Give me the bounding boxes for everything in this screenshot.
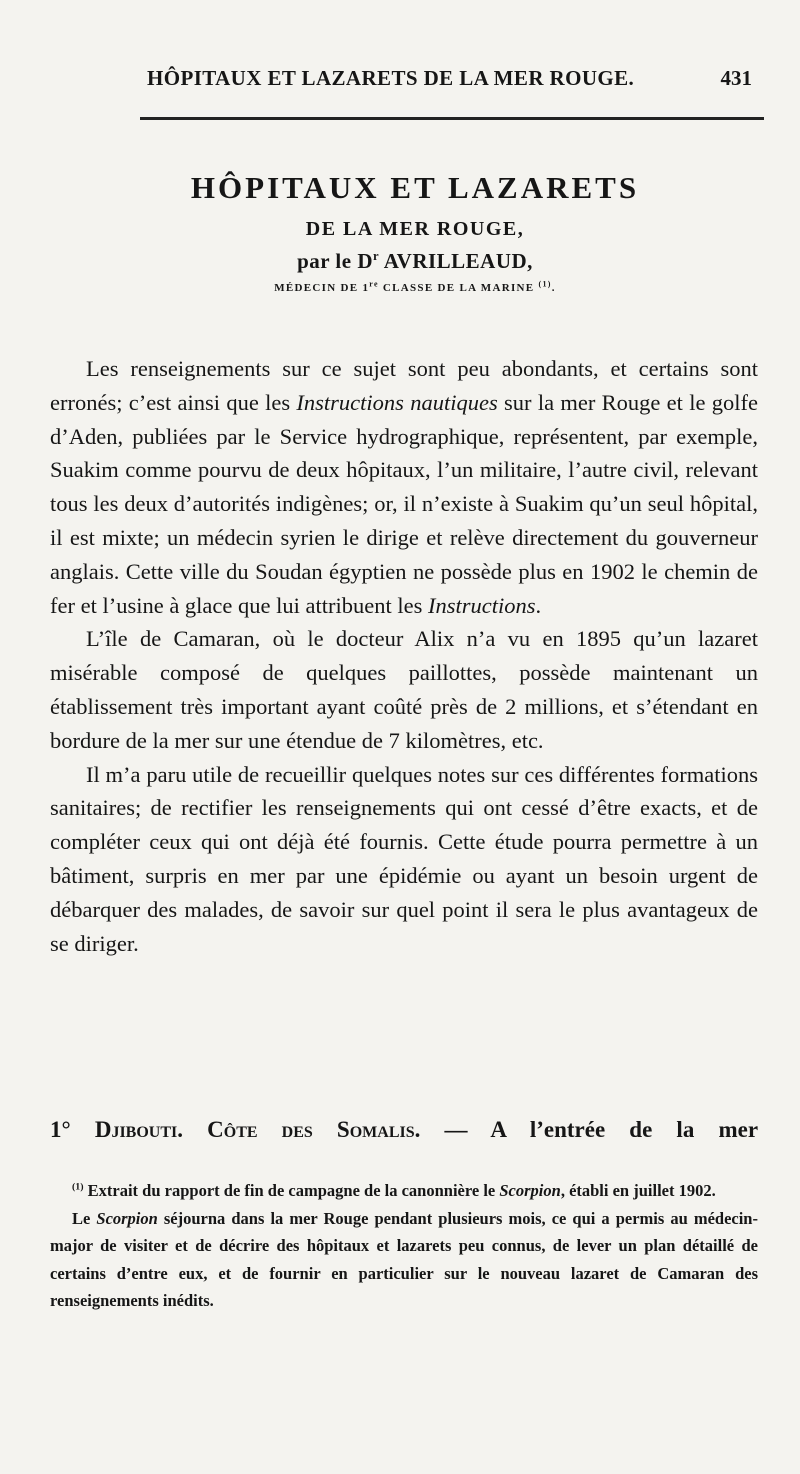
article-subtitle: DE LA MER ROUGE, <box>305 218 525 240</box>
footnote-2-italic: Scorpion <box>96 1208 158 1228</box>
running-title: HÔPITAUX ET LAZARETS DE LA MER ROUGE. <box>147 66 635 90</box>
paragraph-2: L’île de Camaran, où le docteur Alix n’a vu en 1895 qu’un lazaret misérable composé de quelques paillottes, possède maintenant un établissement très important ayant coûté près de 2 millions, et s’étendant en bordure de la mer sur une étendue de 7 kilomètres, etc. <box>50 626 758 753</box>
page-header <box>0 66 800 96</box>
role-end: . <box>551 282 556 294</box>
role-prefix: MÉDECIN DE 1 <box>274 282 370 294</box>
article-title: HÔPITAUX ET LAZARETS <box>190 170 640 205</box>
footnote-2 <box>50 1205 758 1315</box>
footnote-1-text-b: , établi en juillet 1902. <box>560 1181 716 1200</box>
author-prefix-sup: r <box>373 249 380 263</box>
author-prefix: par le D <box>297 249 374 273</box>
footnote-1-italic: Scorpion <box>499 1181 561 1200</box>
section-text: A l’entrée de la mer <box>490 1117 759 1142</box>
section-place-2: Côte des Somalis. <box>207 1117 421 1142</box>
body-text <box>50 352 758 960</box>
footnote-1 <box>50 1177 758 1205</box>
role-sup: re <box>369 279 379 289</box>
footnote-1-mark: (1) <box>72 1181 84 1193</box>
section-place-1: Djibouti. <box>94 1117 184 1142</box>
header-rule <box>140 117 764 120</box>
paragraph-1 <box>50 352 758 622</box>
p1-text-b: sur la mer Rouge et le golfe d’Aden, publiées par le Service hydrographique, représentent, par exemple, Suakim comme pourvu de deux hôpitaux, l’un militaire, l’autre civil, relevant tous les deux d’autorités indigènes; or, il n’existe à Suakim qu’un seul hôpital, il est mixte; un médecin syrien le dirige et relève directement du gouverneur anglais. Cette ville du Soudan égyptien ne possède plus en 1902 le chemin de fer et l’usine à glace que lui attribuent les <box>50 389 758 618</box>
author-name: AVRILLEAUD, <box>379 249 533 273</box>
p1-end: . <box>535 592 542 618</box>
footnote-2-text-a: Le <box>72 1208 97 1228</box>
p1-italic-title-2: Instructions <box>427 592 536 618</box>
author-role <box>30 279 800 294</box>
p1-text-a: Les renseignements sur ce sujet sont peu abondants, et certains sont erronés; c’est ainsi que les <box>50 356 758 415</box>
footnote-2-text-b: séjourna dans la mer Rouge pendant plusieurs mois, ce qui a permis au médecin-major de visiter et de décrire des hôpitaux et lazarets peu connus, de lever un plan détaillé de certains d’entre eux, et de fournir en particulier sur le nouveau lazaret de Camaran des renseignements inédits. <box>50 1208 758 1310</box>
section-heading <box>50 1113 758 1147</box>
article-title-block <box>0 170 800 294</box>
footnote-ref: (1) <box>538 279 552 289</box>
section-dash: — <box>444 1117 468 1142</box>
section-number: 1° <box>50 1117 71 1142</box>
role-suffix: CLASSE DE LA MARINE <box>378 282 539 294</box>
page-number: 431 <box>720 66 752 90</box>
footnote-1-text-a: Extrait du rapport de fin de campagne de la canonnière le <box>83 1181 500 1200</box>
p1-italic-title: Instructions nautiques <box>296 389 498 415</box>
paragraph-3: Il m’a paru utile de recueillir quelques notes sur ces différentes formations sanitaires; de rectifier les renseignements qui ont cessé d’être exacts, et de compléter ceux qui ont déjà été fournis. Cette étude pourra permettre à un bâtiment, surpris en mer par une épidémie ou ayant un besoin urgent de débarquer des malades, de savoir sur quel point il sera le plus avantageux de se diriger. <box>50 761 758 956</box>
article-author <box>30 249 800 274</box>
footnotes <box>50 1177 758 1315</box>
